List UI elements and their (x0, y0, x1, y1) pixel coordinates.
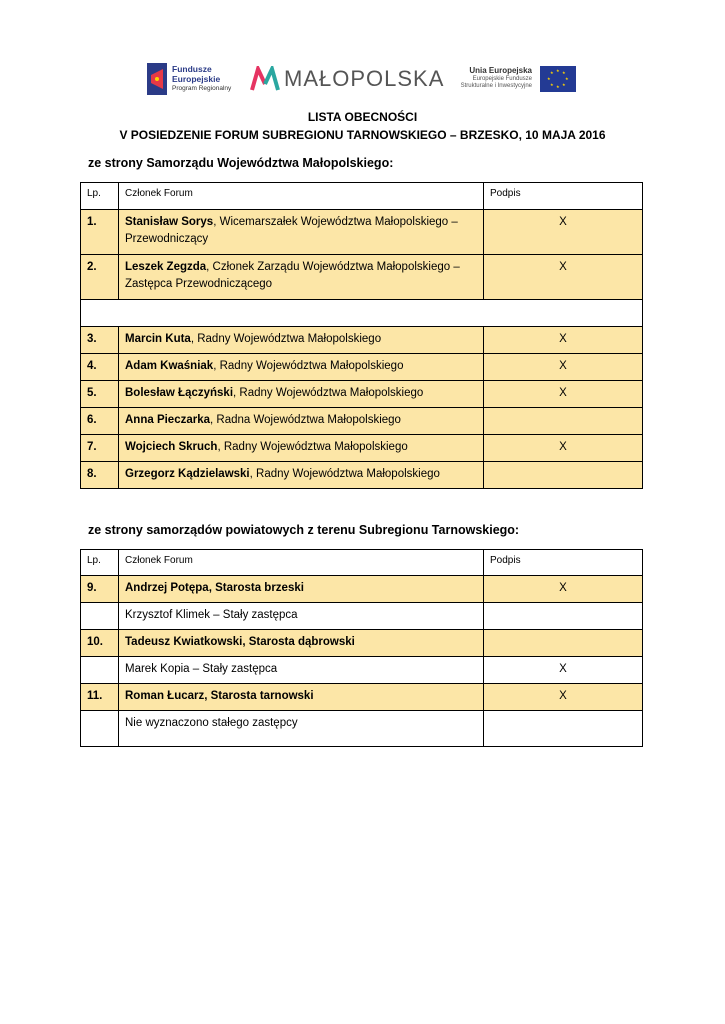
row-member (119, 327, 484, 354)
member-name: Wojciech Skruch (125, 441, 218, 453)
eu-flag-icon: ★ ★ ★ ★ ★ ★ ★ ★ (540, 66, 576, 92)
row-lp: 3. (81, 327, 119, 354)
row-member (119, 381, 484, 408)
row-member (119, 576, 484, 603)
fe-line1: Fundusze (172, 64, 212, 74)
row-signature: X (484, 381, 643, 408)
header-member: Członek Forum (119, 183, 484, 210)
table-row (81, 435, 643, 462)
malopolska-m-icon (250, 66, 280, 92)
row-signature (484, 462, 643, 489)
row-lp: 1. (81, 210, 119, 255)
member-role: , Radny Województwa Małopolskiego (190, 333, 382, 345)
table-row (81, 630, 643, 657)
member-role: , Radny Województwa Małopolskiego (249, 468, 440, 480)
member-name: Andrzej Potępa, Starosta brzeski (125, 582, 304, 594)
fe-stars-icon (147, 63, 167, 95)
table-row (81, 657, 643, 684)
malopolska-word: MAŁOPOLSKA (284, 66, 445, 91)
row-signature: X (484, 354, 643, 381)
row-signature: X (484, 327, 643, 354)
row-lp (81, 603, 119, 630)
table-row (81, 408, 643, 435)
row-member (119, 630, 484, 657)
member-name: Grzegorz Kądzielawski (125, 468, 250, 480)
row-signature: X (484, 255, 643, 300)
row-member: Nie wyznaczono stałego zastępcy (119, 711, 484, 747)
row-member (119, 408, 484, 435)
malopolska-logo (250, 66, 444, 92)
section2-heading: ze strony samorządów powiatowych z terenu Subregionu Tarnowskiego: (88, 523, 520, 537)
table-header-row (81, 550, 643, 576)
logo-strip (0, 58, 725, 102)
row-lp (81, 657, 119, 684)
row-signature: X (484, 684, 643, 711)
fundusze-europejskie-logo (147, 62, 257, 96)
attendance-table-2 (80, 549, 643, 747)
row-member (119, 684, 484, 711)
header-lp: Lp. (81, 550, 119, 576)
row-signature: X (484, 435, 643, 462)
table-row (81, 462, 643, 489)
fe-line3: Program Regionalny (172, 85, 232, 92)
member-name: Anna Pieczarka (125, 414, 211, 426)
ue-line1: Unia Europejska (469, 66, 532, 75)
section1-heading: ze strony Samorządu Województwa Małopolskiego: (88, 156, 394, 170)
member-role: , Radny Województwa Małopolskiego (213, 360, 404, 372)
row-lp: 10. (81, 630, 119, 657)
table-row (81, 603, 643, 630)
row-member: Krzysztof Klimek – Stały zastępca (119, 603, 484, 630)
member-role: , Radna Województwa Małopolskiego (210, 414, 401, 426)
ue-line2: Europejskie Fundusze (472, 76, 532, 82)
header-member: Członek Forum (119, 550, 484, 576)
table-row (81, 576, 643, 603)
header-signature: Podpis (484, 183, 643, 210)
row-lp: 8. (81, 462, 119, 489)
member-name: Stanisław Sorys (125, 216, 214, 228)
row-member (119, 462, 484, 489)
table-row (81, 327, 643, 354)
row-signature: X (484, 657, 643, 684)
row-signature: X (484, 576, 643, 603)
member-name: Bolesław Łączyński (125, 387, 234, 399)
row-lp: 9. (81, 576, 119, 603)
table-row (81, 711, 643, 747)
table-header-row (81, 183, 643, 210)
member-role: , Radny Województwa Małopolskiego (217, 441, 408, 453)
unia-europejska-text (460, 66, 532, 90)
header-lp: Lp. (81, 183, 119, 210)
member-name: Tadeusz Kwiatkowski, Starosta dąbrowski (125, 636, 355, 648)
table-row (81, 684, 643, 711)
member-name: Roman Łucarz, Starosta tarnowski (125, 690, 314, 702)
row-signature (484, 630, 643, 657)
ue-line3: Strukturalne i Inwestycyjne (460, 83, 532, 89)
attendance-table-1 (80, 182, 643, 489)
header-signature: Podpis (484, 550, 643, 576)
row-member (119, 354, 484, 381)
table-spacer-row (81, 300, 643, 327)
table-row (81, 354, 643, 381)
row-signature (484, 408, 643, 435)
row-lp: 11. (81, 684, 119, 711)
row-member (119, 210, 484, 255)
member-role: , Członek Zarządu Województwa Małopolskiego – Zastępca Przewodniczącego (125, 261, 460, 290)
row-signature (484, 603, 643, 630)
document-subtitle: V POSIEDZENIE FORUM SUBREGIONU TARNOWSKIEGO – BRZESKO, 10 MAJA 2016 (119, 128, 606, 142)
row-member: Marek Kopia – Stały zastępca (119, 657, 484, 684)
member-name: Marcin Kuta (125, 333, 191, 345)
row-lp: 2. (81, 255, 119, 300)
member-role: , Radny Województwa Małopolskiego (233, 387, 424, 399)
document-title: LISTA OBECNOŚCI (307, 110, 418, 124)
table-row (81, 210, 643, 255)
fe-line2: Europejskie (172, 74, 221, 84)
row-lp (81, 711, 119, 747)
row-lp: 7. (81, 435, 119, 462)
row-lp: 6. (81, 408, 119, 435)
row-member (119, 255, 484, 300)
member-role: , Wicemarszałek Województwa Małopolskiego – Przewodniczący (125, 216, 458, 245)
spacer-cell (81, 300, 643, 327)
row-signature: X (484, 210, 643, 255)
row-lp: 5. (81, 381, 119, 408)
member-name: Adam Kwaśniak (125, 360, 214, 372)
member-name: Leszek Zegzda (125, 261, 207, 273)
row-signature (484, 711, 643, 747)
row-member (119, 435, 484, 462)
table-row (81, 381, 643, 408)
table-row (81, 255, 643, 300)
row-lp: 4. (81, 354, 119, 381)
